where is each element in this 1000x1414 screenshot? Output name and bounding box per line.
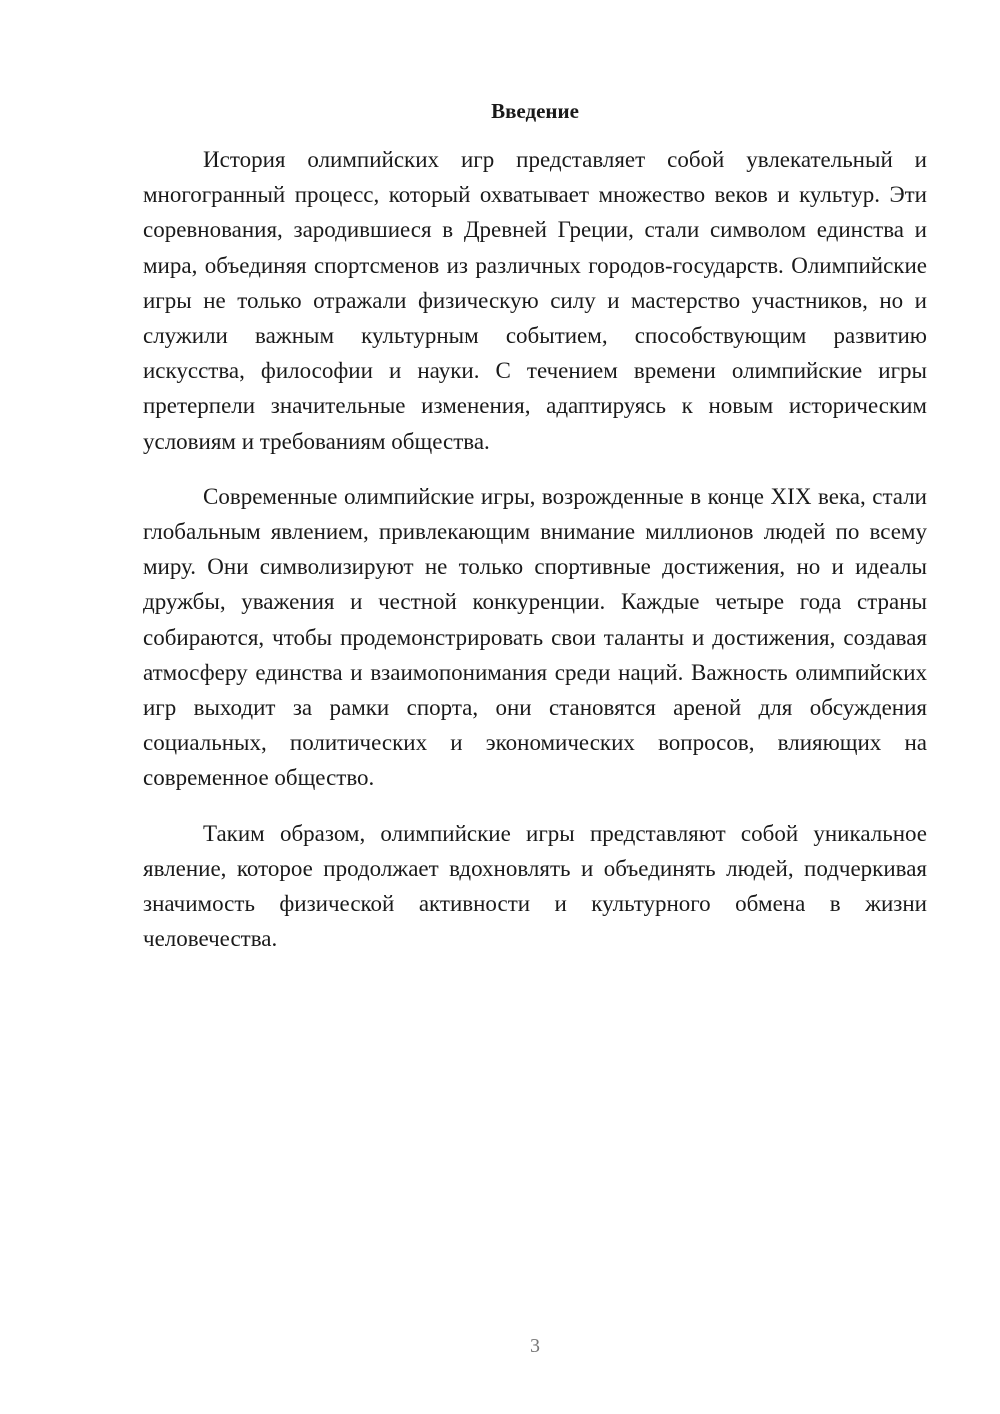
body-text [143,142,927,976]
paragraph-1: История олимпийских игр представляет собой увлекательный и многогранный процесс, который охватывает множество веков и культур. Эти соревнования, зародившиеся в Древней Греции, стали символом единства и мира, объединяя спортсменов из различных городов-государств. Олимпийские игры не только отражали физическую силу и мастерство участников, но и служили важным культурным событием, способствующим развитию искусства, философии и науки. С течением времени олимпийские игры претерпели значительные изменения, адаптируясь к новым историческим условиям и требованиям общества. [143,147,927,454]
paragraph-3: Таким образом, олимпийские игры представляют собой уникальное явление, которое продолжает вдохновлять и объединять людей, подчеркивая значимость физической активности и культурного обмена в жизни человечества. [143,820,927,952]
paragraph-2: Современные олимпийские игры, возрожденные в конце XIX века, стали глобальным явлением, привлекающим внимание миллионов людей по всему миру. Они символизируют не только спортивные достижения, но и идеалы дружбы, уважения и честной конкуренции. Каждые четыре года страны собираются, чтобы продемонстрировать свои таланты и достижения, создавая атмосферу единства и взаимопонимания среди наций. Важность олимпийских игр выходит за рамки спорта, они становятся ареной для обсуждения социальных, политических и экономических вопросов, влияющих на современное общество. [143,483,927,791]
page-number: 3 [530,1335,540,1357]
section-heading: Введение [491,99,579,123]
